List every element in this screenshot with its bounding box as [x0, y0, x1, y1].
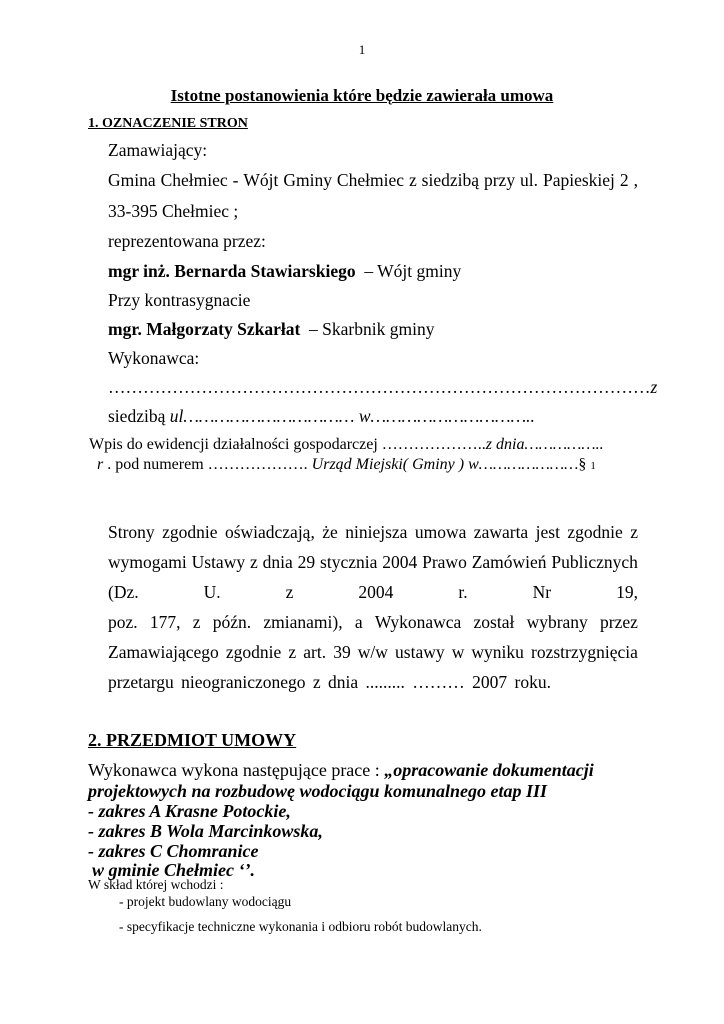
paragraph-sign: §	[578, 456, 587, 473]
word: z	[288, 642, 297, 662]
word: dnia	[262, 552, 293, 572]
word: U.	[203, 582, 221, 602]
word: zgodnie	[225, 642, 282, 662]
word: w	[451, 642, 465, 662]
scope-a: - zakres A Krasne Potockie,	[88, 801, 291, 821]
word: z	[630, 522, 638, 542]
seat-label: siedzibą	[108, 406, 170, 426]
word: Prawo	[422, 552, 467, 572]
word: Chełmiec	[160, 170, 228, 190]
word: a	[354, 612, 363, 632]
contractor-name-blank	[108, 377, 658, 398]
word: zgodnie	[162, 522, 218, 542]
word: 2	[619, 170, 629, 190]
registry-line-1	[89, 436, 604, 454]
section-heading-subject: 2. PRZEDMIOT UMOWY	[88, 730, 297, 750]
word: wybrany	[526, 612, 588, 632]
word: jest	[535, 522, 560, 542]
registry-office: Urząd Miejski( Gminy ) w…………………	[311, 456, 579, 473]
word: z	[285, 582, 294, 602]
statement-line-6: przetargu nieograniczonego z dnia ......... ……… 2007 roku.	[108, 672, 551, 692]
word: stycznia	[320, 552, 378, 572]
word: Gmina	[108, 170, 156, 190]
word: umowa	[414, 522, 467, 542]
word: poz.	[108, 612, 138, 632]
word: wyniku	[471, 642, 524, 662]
representative-2-role: – Skarbnik gminy	[309, 319, 435, 339]
gmina-address-line	[108, 170, 638, 191]
composition-label: W skład której wchodzi :	[88, 877, 224, 892]
word: ul.	[520, 170, 539, 190]
word: 39	[333, 642, 351, 662]
word: Publicznych	[551, 552, 638, 572]
word: zawarta	[473, 522, 529, 542]
word: Wójt	[243, 170, 279, 190]
statement-line-5	[108, 642, 638, 663]
word: z	[650, 377, 658, 397]
word: że	[322, 522, 338, 542]
word: 2004	[382, 552, 418, 572]
subject-title-start: „opracowanie dokumentacji	[384, 760, 594, 780]
word: 19,	[616, 582, 638, 602]
contractor-address-blank	[108, 406, 535, 427]
word: r.	[458, 582, 468, 602]
list-item: - projekt budowlany wodociągu	[119, 894, 292, 909]
word: Gminy	[283, 170, 332, 190]
word: (Dz.	[108, 582, 139, 602]
seat-dots: ul…………………………… w…………………………..	[169, 406, 535, 426]
contractor-label: Wykonawca:	[108, 348, 200, 368]
registry-line-2	[97, 456, 596, 474]
representative-1-name: mgr inż. Bernarda Stawiarskiego	[108, 261, 356, 281]
word: Strony	[108, 522, 155, 542]
registry-r: r	[97, 456, 104, 473]
paragraph-number: 1	[590, 460, 596, 472]
word: -	[232, 170, 239, 190]
word: z	[192, 612, 201, 632]
list-item: - specyfikacje techniczne wykonania i odbioru robót budowlanych.	[119, 919, 482, 934]
registry-text: Wpis do ewidencji działalności gospodarczej ………………..	[89, 436, 486, 453]
scope-c: - zakres C Chomranice	[88, 841, 259, 861]
dotted-line: …………………………………………………………………………………	[108, 377, 651, 397]
word: późn.	[212, 612, 252, 632]
subject-location: w gminie Chełmiec ‘’.	[92, 860, 255, 880]
representative-2-name: mgr. Małgorzaty Szkarłat	[108, 319, 301, 339]
word: zmianami),	[263, 612, 343, 632]
word: 29	[297, 552, 316, 572]
word: Chełmiec	[336, 170, 404, 190]
word: rozstrzygnięcia	[531, 642, 638, 662]
gmina-postcode-line: 33-395 Chełmiec ;	[108, 201, 239, 221]
word: Ustawy	[191, 552, 246, 572]
countersignature-label: Przy kontrasygnacie	[108, 290, 251, 310]
word: Nr	[532, 582, 552, 602]
word: ustawy	[395, 642, 445, 662]
representative-2	[108, 319, 434, 340]
word: przy	[483, 170, 516, 190]
representative-1-role: – Wójt gminy	[364, 261, 462, 281]
represented-by-label: reprezentowana przez:	[108, 231, 266, 251]
word: z	[249, 552, 258, 572]
representative-1	[108, 261, 461, 282]
page-number: 1	[358, 42, 366, 57]
word: niniejsza	[345, 522, 408, 542]
statement-line-4	[108, 612, 638, 633]
word: siedzibą	[421, 170, 480, 190]
statement-line-1	[108, 522, 638, 543]
registry-number: . pod numerem ……………….	[103, 456, 312, 473]
word: przez	[600, 612, 638, 632]
word: wymogami	[108, 552, 187, 572]
word: Papieskiej	[542, 170, 615, 190]
word: z	[408, 170, 417, 190]
statement-line-3	[108, 582, 638, 603]
word: 2004	[358, 582, 394, 602]
subject-line-1	[88, 760, 594, 781]
word: ,	[633, 170, 638, 190]
word: oświadczają,	[224, 522, 315, 542]
subject-line-2: projektowych na rozbudowę wodociągu komunalnego etap III	[88, 781, 548, 801]
page-title: Istotne postanowienia które będzie zawierała umowa	[170, 86, 554, 105]
scope-b: - zakres B Wola Marcinkowska,	[88, 821, 323, 841]
word: art.	[303, 642, 327, 662]
word: 177,	[149, 612, 181, 632]
word: zgodnie	[567, 522, 623, 542]
word: Wykonawca	[374, 612, 462, 632]
registry-date: z dnia……………..	[485, 436, 604, 453]
word: Zamawiającego	[108, 642, 219, 662]
zamawiajacy-label: Zamawiający:	[108, 140, 208, 160]
statement-line-2	[108, 552, 638, 573]
word: został	[473, 612, 515, 632]
word: Zamówień	[471, 552, 547, 572]
word: w/w	[357, 642, 388, 662]
section-heading-parties: 1. OZNACZENIE STRON	[88, 116, 248, 131]
subject-intro: Wykonawca wykona następujące prace :	[88, 760, 385, 780]
